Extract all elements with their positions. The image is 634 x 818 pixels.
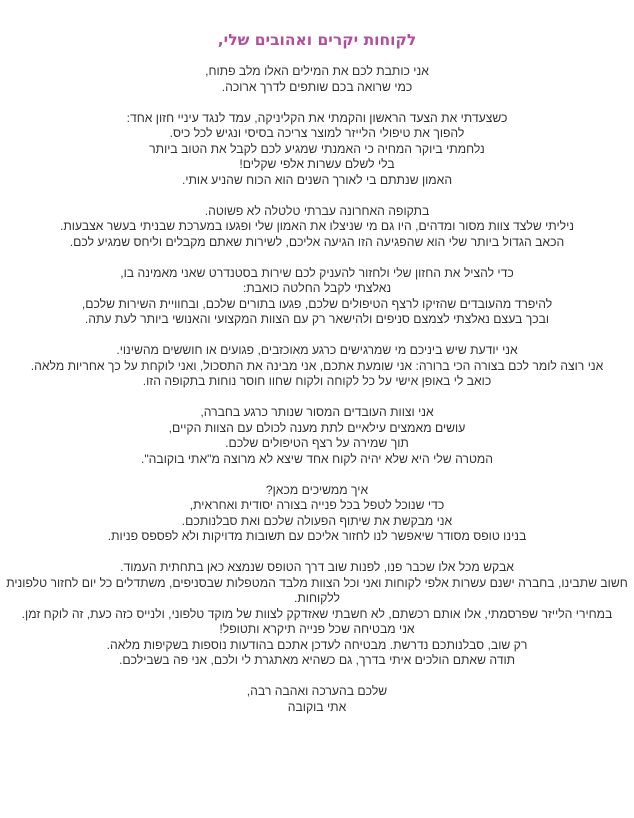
text-line: איך ממשיכים מכאן? <box>265 482 369 497</box>
paragraph-turmoil <box>6 204 628 251</box>
paragraph-vision <box>6 111 628 189</box>
paragraph-team <box>6 405 628 467</box>
text-line: עושים מאמצים עילאיים לתת מענה לכולם עם הצוות הקיים, <box>168 420 466 435</box>
letter-body <box>6 64 628 715</box>
paragraph-apology <box>6 343 628 390</box>
text-line: המטרה שלי היא שלא יהיה לקוח אחד שיצא לא מרוצה מ"אתי בוקובה". <box>140 451 494 466</box>
text-line: אני מבקשת את שיתוף הפעולה שלכם ואת סבלנותכם. <box>181 513 453 528</box>
text-line: כדי שנוכל לטפל בכל פנייה בצורה יסודית ואחראית, <box>189 498 445 512</box>
text-line: אני וצוות העובדים המסור שנותר כרגע בחברה, <box>200 405 434 419</box>
signature-name: אתי בוקובה <box>287 699 347 714</box>
text-line: אני יודעת שיש ביניכם מי שמרגישים כרגע מאוכזבים, פגועים או חוששים מהשינוי. <box>116 343 518 357</box>
text-line: אני כותבת לכם את המילים האלו מלב פתוח, <box>205 64 429 78</box>
closing-line: שלכם בהערכה ואהבה רבה, <box>246 684 388 698</box>
text-line: ניליתי שלצד צוות מסור ומדהים, היו גם מי שניצלו את האמון שלי ופגעו במערכת שבניתי בעשר אצבעות. <box>60 219 574 233</box>
text-line: להיפרד מהעובדים שהזיקו לרצף הטיפולים שלכם, פגעו בתורים שלכם, ובחוויית השירות שלכם, <box>81 296 553 311</box>
paragraph-request <box>6 560 628 669</box>
text-line: חשוב שתבינו, בחברה ישנם עשרות אלפי לקוחות ואני וכל הצוות מלבד המטפלות שבסניפים, משתדלים כל יום לחזור טלפונית ללקוחות. <box>6 575 628 605</box>
text-line: במחירי הלייזר שפרסמתי, אלו אותם רכשתם, לא חשבתי שאזדקק לצוות של מוקד טלפוני, ולנייס כזה כעת, זה לוקח זמן. <box>21 606 613 621</box>
text-line: בלי לשלם עשרות אלפי שקלים! <box>239 157 395 171</box>
text-line: אני רוצה לומר לכם בצורה הכי ברורה: אני שומעת אתכם, אני מבינה את התסכול, ואני לוקחת על כך אחריות מלאה. <box>30 358 604 373</box>
text-line: כמי שרואה בכם שותפים לדרך ארוכה. <box>221 79 413 94</box>
text-line: האמון שנתתם בי לאורך השנים הוא הכוח שהניע אותי. <box>181 172 453 187</box>
text-line: בתקופה האחרונה עברתי טלטלה לא פשוטה. <box>204 203 430 218</box>
paragraph-signature <box>6 684 628 715</box>
paragraph-opening <box>6 64 628 95</box>
text-line: רק שוב, סבלנותכם נדרשת. מבטיחה לעדכן אתכם בהודעות נוספות בשקיפות מלאה. <box>106 637 528 652</box>
paragraph-decision <box>6 266 628 328</box>
text-line: להפוך את טיפולי הלייזר למוצר צריכה בסיסי ונגיש לכל כיס. <box>169 126 465 140</box>
text-line: ובכך בעצם נאלצתי לצמצם סניפים ולהישאר רק עם הצוות המקצועי והאנושי ביותר לעת עתה. <box>84 312 550 326</box>
text-line: תוך שמירה על רצף הטיפולים שלכם. <box>225 436 409 450</box>
text-line: הכאב הגדול ביותר שלי הוא שהפגיעה הזו הגיעה אליכם, לשירות שאתם מקבלים וליחס שמגיע לכם. <box>69 234 565 249</box>
text-line: תודה שאתם הולכים איתי בדרך, גם כשהיא מאתגרת לי ולכם, אני פה בשבילכם. <box>118 653 516 667</box>
text-line: נאלצתי לקבל החלטה כואבת: <box>242 281 392 295</box>
text-line: אני מבטיחה שכל פנייה תיקרא ותטופל! <box>219 622 415 636</box>
paragraph-next-steps <box>6 483 628 545</box>
text-line: כשצעדתי את הצעד הראשון והקמתי את הקליניקה, עמד לנגד עיניי חזון אחד: <box>126 110 508 125</box>
text-line: בנינו טופס מסודר שיאפשר לנו לחזור אליכם עם תשובות מדויקות ולא לפספס פניות. <box>107 529 527 543</box>
text-line: כדי להציל את החזון שלי ולחזור להעניק לכם שירות בסטנדרט שאני מאמינה בו, <box>120 265 514 280</box>
letter-title: לקוחות יקרים ואהובים שלי, <box>217 31 417 49</box>
text-line: כואב לי באופן אישי על כל לקוחה ולקוח שחוו חוסר נוחות בתקופה הזו. <box>142 374 492 388</box>
text-line: אבקש מכל אלו שכבר פנו, לפנות שוב דרך הטופס שנמצא כאן בתחתית העמוד. <box>120 560 514 574</box>
text-line: נלחמתי ביוקר המחיה כי האמנתי שמגיע לכם לקבל את הטוב ביותר <box>149 141 485 156</box>
